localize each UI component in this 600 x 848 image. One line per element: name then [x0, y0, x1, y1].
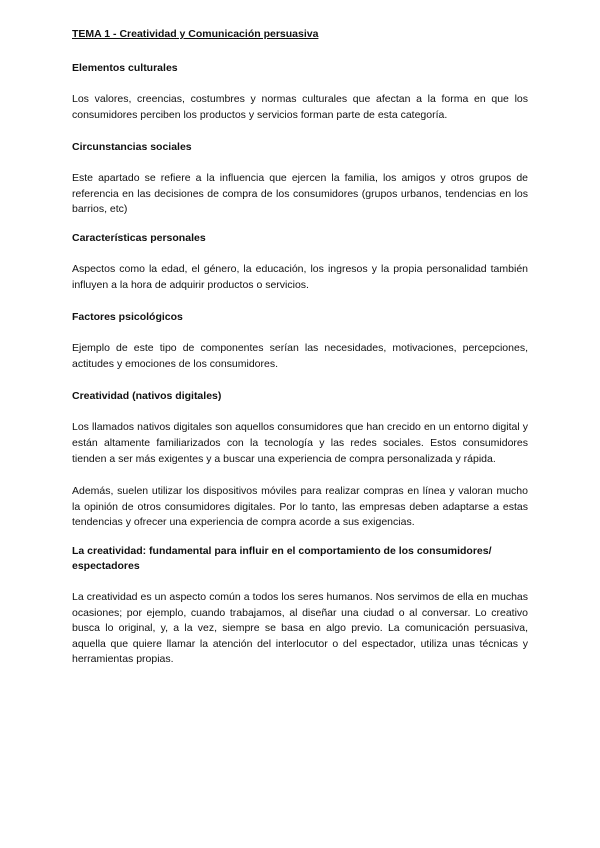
document-title: TEMA 1 - Creatividad y Comunicación persuasiva — [72, 28, 319, 40]
section-heading: Circunstancias sociales — [72, 141, 192, 154]
section-paragraph: Los valores, creencias, costumbres y normas culturales que afectan a la forma en que los consumidores perciben los productos y servicios forman parte de esta categoría. — [72, 93, 528, 121]
section-nativos-digitales — [72, 389, 528, 531]
section-heading: Factores psicológicos — [72, 311, 183, 324]
section-paragraph: Los llamados nativos digitales son aquellos consumidores que han crecido en un entorno digital y están altamente familiarizados con la tecnología y las redes sociales. Estos consumidores tienden a ser más exigentes y a buscar una experiencia de compra personalizada y rápida. — [72, 421, 528, 465]
section-paragraph: La creatividad es un aspecto común a todos los seres humanos. Nos servimos de ella en muchas ocasiones; por ejemplo, cuando trabajamos, al diseñar una ciudad o al conversar. Lo creativo busca lo original, y, a la vez, siempre se basa en algo previo. La comunicación persuasiva, aquella que quiere llamar la atención del interlocutor o del espectador, utiliza unas técnicas y herramientas propias. — [72, 590, 528, 666]
section-la-creatividad — [72, 544, 528, 668]
section-paragraph: Además, suelen utilizar los dispositivos móviles para realizar compras en línea y valoran mucho la opinión de otros consumidores digitales. Por lo tanto, las empresas deben adaptarse a estas tendencias y ofrecer una experiencia de compra acorde a sus exigencias. — [72, 485, 528, 529]
section-heading: Creatividad (nativos digitales) — [72, 390, 222, 403]
section-paragraph: Ejemplo de este tipo de componentes serían las necesidades, motivaciones, percepciones, actitudes y emociones de los consumidores. — [72, 342, 528, 370]
section-heading: Características personales — [72, 231, 206, 244]
section-circunstancias-sociales — [72, 140, 528, 218]
section-paragraph: Aspectos como la edad, el género, la educación, los ingresos y la propia personalidad también influyen a la hora de adquirir productos o servicios. — [72, 262, 528, 291]
section-paragraph: Este apartado se refiere a la influencia que ejercen la familia, los amigos y otros grupos de referencia en las decisiones de compra de los consumidores (grupos urbanos, tendencias en los barrios, etc) — [72, 172, 528, 216]
section-heading: Elementos culturales — [72, 62, 178, 74]
section-elementos-culturales — [72, 61, 528, 123]
section-factores-psicologicos — [72, 310, 528, 372]
section-caracteristicas-personales — [72, 231, 528, 293]
section-heading: La creatividad: fundamental para influir en el comportamiento de los consumidores/ espectadores — [72, 544, 492, 572]
